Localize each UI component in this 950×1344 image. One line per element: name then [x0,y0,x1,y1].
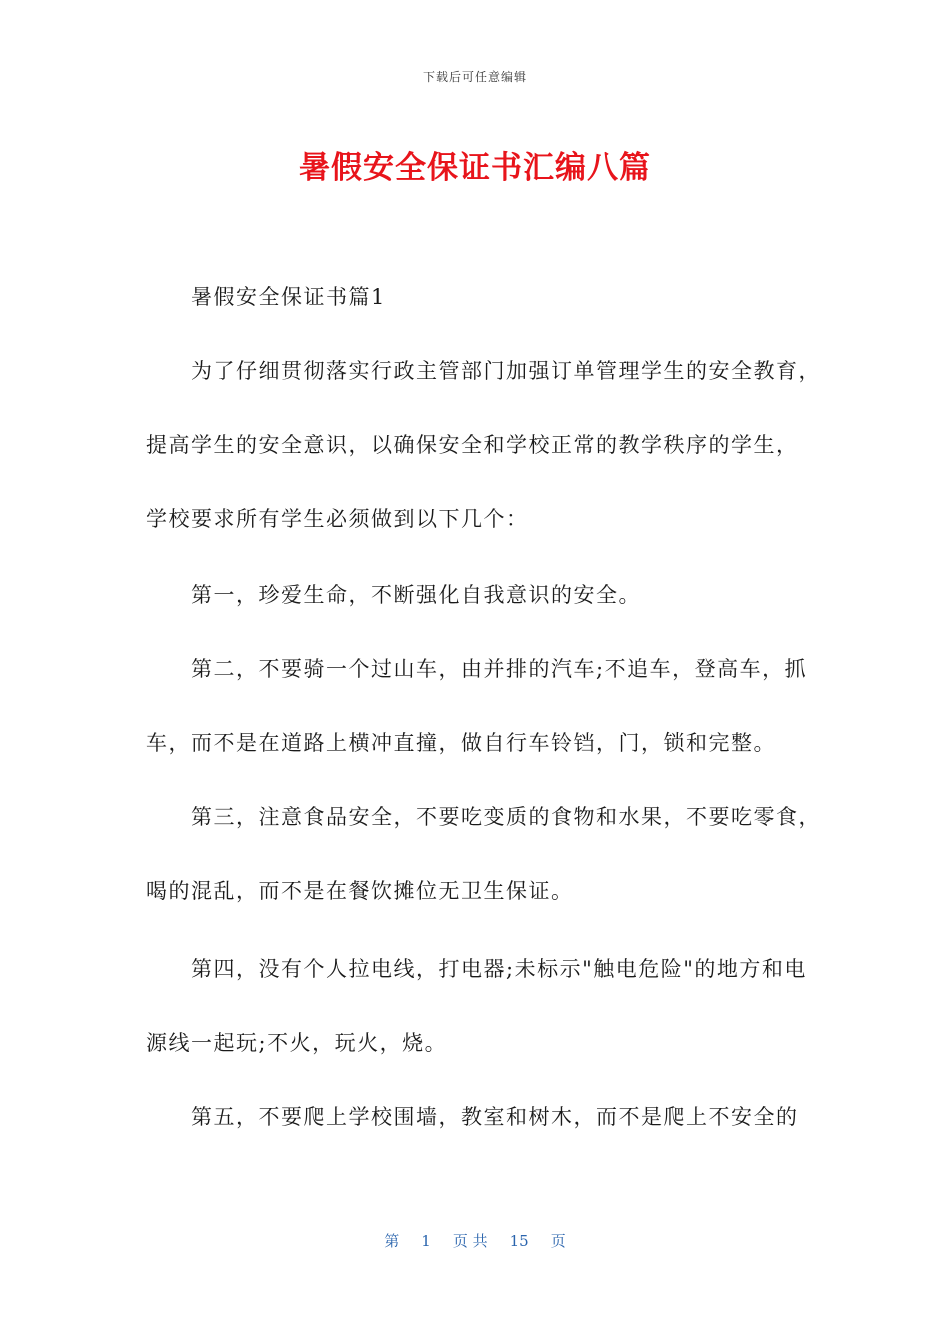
paragraph-line: 为了仔细贯彻落实行政主管部门加强订单管理学生的安全教育， [191,359,821,383]
paragraph-line: 源线一起玩;不火，玩火，烧。 [146,1031,448,1055]
section-heading: 暑假安全保证书篇1 [191,285,386,309]
paragraph-line: 喝的混乱，而不是在餐饮摊位无卫生保证。 [146,879,574,903]
page-footer [0,1230,950,1251]
paragraph-line: 第二，不要骑一个过山车，由并排的汽车;不追车，登高车，抓 [191,657,808,681]
paragraph-line: 学校要求所有学生必须做到以下几个： [146,507,529,531]
footer-page-total: 15 [509,1232,529,1250]
footer-page-number: 1 [421,1232,431,1250]
paragraph-line: 第一，珍爱生命，不断强化自我意识的安全。 [191,583,641,607]
document-title: 暑假安全保证书汇编八篇 [299,150,651,186]
paragraph-line: 第三，注意食品安全，不要吃变质的食物和水果，不要吃零食， [191,805,821,829]
paragraph-line: 提高学生的安全意识，以确保安全和学校正常的教学秩序的学生， [146,433,799,457]
header-note: 下载后可任意编辑 [422,70,527,84]
paragraph-line: 第五，不要爬上学校围墙，教室和树木，而不是爬上不安全的 [191,1105,799,1129]
paragraph-line: 车，而不是在道路上横冲直撞，做自行车铃铛，门，锁和完整。 [146,731,776,755]
footer-page-prefix: 第 [384,1232,400,1250]
footer-page-suffix: 页 [550,1232,566,1250]
paragraph-line: 第四，没有个人拉电线，打电器;未标示"触电危险"的地方和电 [191,957,807,981]
footer-page-mid: 页 共 [452,1232,488,1250]
